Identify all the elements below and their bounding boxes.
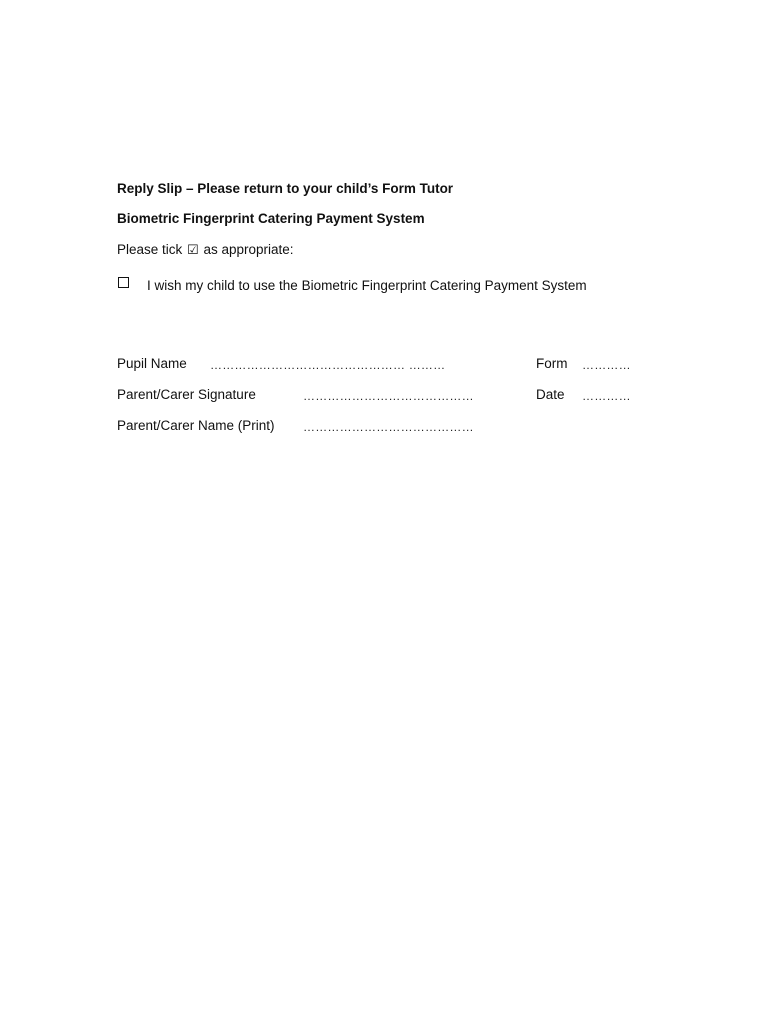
tick-instruction-prefix: Please tick <box>117 242 183 257</box>
print-name-label: Parent/Carer Name (Print) <box>117 418 275 433</box>
tick-instruction <box>117 242 294 258</box>
system-subtitle: Biometric Fingerprint Catering Payment System <box>117 211 425 226</box>
consent-option-label: I wish my child to use the Biometric Fingerprint Catering Payment System <box>147 278 587 293</box>
print-name-field[interactable]: …………………………………… <box>303 420 474 434</box>
consent-checkbox[interactable] <box>118 277 129 288</box>
signature-label: Parent/Carer Signature <box>117 387 256 402</box>
date-field[interactable]: ………… <box>582 389 631 403</box>
pupil-name-label: Pupil Name <box>117 356 187 371</box>
pupil-name-field[interactable]: ………………………………………… ……… <box>210 358 446 372</box>
form-label: Form <box>536 356 568 371</box>
tick-instruction-suffix: as appropriate: <box>203 242 294 257</box>
form-field[interactable]: ………… <box>582 358 631 372</box>
date-label: Date <box>536 387 565 402</box>
signature-field[interactable]: …………………………………… <box>303 389 474 403</box>
checked-box-icon: ☑ <box>187 243 199 258</box>
reply-slip-title: Reply Slip – Please return to your child’s Form Tutor <box>117 181 454 196</box>
